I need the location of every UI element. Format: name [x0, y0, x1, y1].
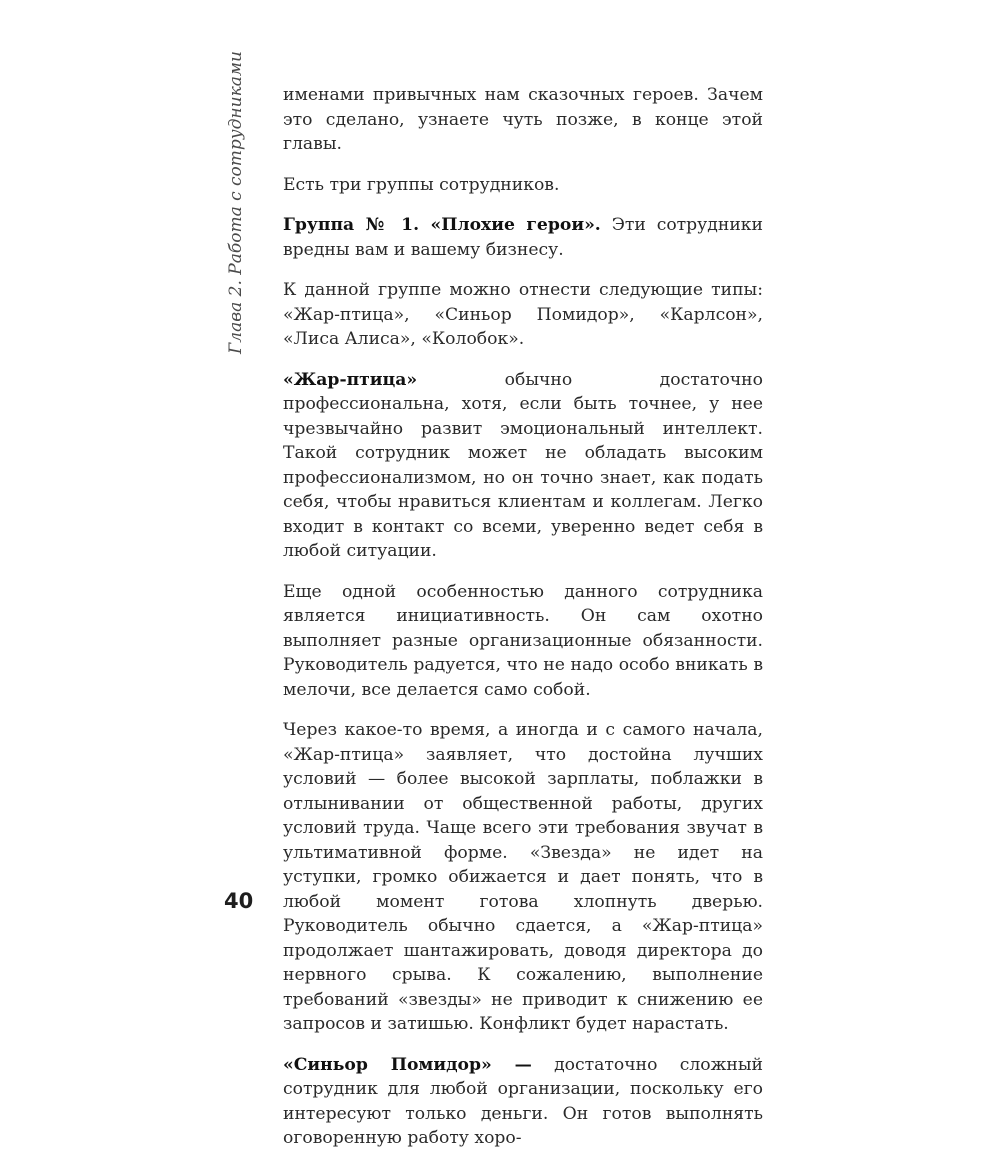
- paragraph-2: [283, 173, 763, 198]
- paragraph-text: достаточно сложный сотрудник для любой организации, поскольку его интересуют только деньги. Он готов выполнять оговоренную работу хоро-: [283, 1054, 764, 1148]
- paragraph-text: К данной группе можно отнести следующие типы: «Жар-птица», «Синьор Помидор», «Карлсон», «Лиса Алиса», «Колобок».: [283, 280, 763, 349]
- paragraph-text: именами привычных нам сказочных героев. Зачем это сделано, узнаете чуть позже, в конце этой главы.: [283, 85, 763, 154]
- paragraph-1: [283, 83, 763, 157]
- running-header: Глава 2. Работа с сотрудниками: [226, 51, 246, 354]
- paragraph-5: [283, 368, 763, 564]
- paragraph-lead: «Синьор Помидор» —: [283, 1054, 532, 1075]
- paragraph-4: [283, 278, 763, 352]
- paragraph-8: [283, 1053, 763, 1151]
- body-text: [283, 83, 763, 1167]
- paragraph-text: Через какое-то время, а иногда и с самого начала, «Жар-птица» заявляет, что достойна лучших условий — более высокой зарплаты, поблажки в отлынивании от общественной работы, других условий труда. Чаще всего эти требования звучат в ультимативной форме. «Звезда» не идет на уступки, громко обижается и дает понять, что в любой момент готова хлопнуть дверью. Руководитель обычно сдается, а «Жар-птица» продолжает шантажировать, доводя директора до нервного срыва. К сожалению, выполнение требований «звезды» не приводит к снижению ее запросов и затишью. Конфликт будет нарастать.: [283, 720, 763, 1034]
- paragraph-lead: Группа № 1. «Плохие герои».: [283, 215, 601, 235]
- paragraph-lead: «Жар-птица»: [283, 369, 418, 390]
- paragraph-text: Эти сотрудники вредны вам и вашему бизнесу.: [283, 215, 763, 260]
- paragraph-text: Есть три группы сотрудников.: [283, 174, 560, 195]
- paragraph-3: [283, 213, 763, 262]
- paragraph-6: [283, 580, 763, 703]
- paragraph-text: Еще одной особенностью данного сотрудника является инициативность. Он сам охотно выполняет разные организационные обязанности. Руководитель радуется, что не надо особо вникать в мелочи, все делается само собой.: [283, 581, 763, 700]
- paragraph-text: обычно достаточно профессиональна, хотя, если быть точнее, у нее чрезвычайно развит эмоциональный интеллект. Такой сотрудник может не обладать высоким профессионализмом, но он точно знает, как подать себя, чтобы нравиться клиентам и коллегам. Легко входит в контакт со всеми, уверенно ведет себя в любой ситуации.: [283, 369, 763, 561]
- page-number: 40: [224, 889, 254, 913]
- paragraph-7: [283, 718, 763, 1037]
